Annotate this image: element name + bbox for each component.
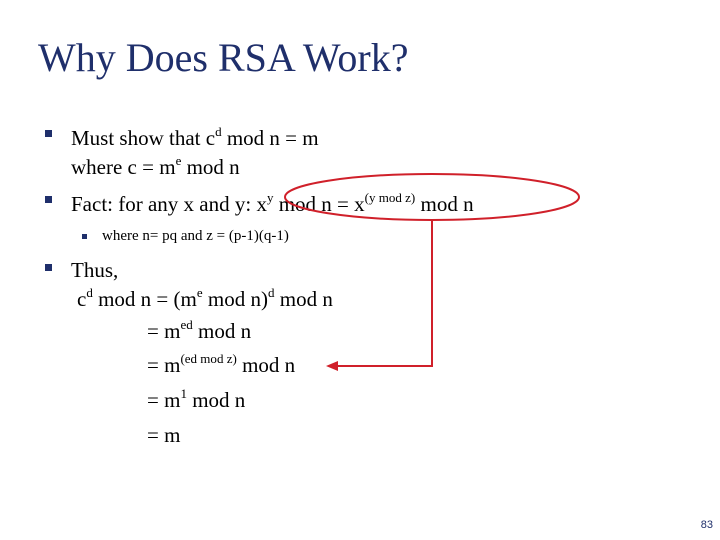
fact-line: Fact: for any x and y: $x^y$ mod $n = x^{(y mod z)}$ mod n bbox=[71, 190, 474, 216]
derivation-line-1: $c^d$ mod $n = (m^e$ mod n)$^d$ mod n bbox=[77, 285, 333, 311]
statement-line-2: where $c = m^e$ mod n bbox=[71, 153, 240, 179]
fact-condition-line: where n= pq and z = (p-1)(q-1) bbox=[102, 228, 289, 244]
bullet-square-icon bbox=[45, 196, 52, 203]
statement-line-1: Must show that $c^d$ mod n = m bbox=[71, 124, 319, 150]
derivation-line-4: = $m^1$ mod n bbox=[147, 386, 246, 412]
slide-title: Why Does RSA Work? bbox=[38, 35, 409, 80]
arrowhead-icon bbox=[326, 361, 338, 371]
connector-line bbox=[336, 220, 432, 366]
derivation-line-5: = m bbox=[147, 423, 181, 447]
derivation-line-2: = $m^{ed}$ mod n bbox=[147, 317, 252, 343]
page-number: 83 bbox=[700, 519, 713, 531]
bullet-square-icon bbox=[45, 264, 52, 271]
thus-line: Thus, bbox=[71, 258, 119, 282]
sub-bullet-square-icon bbox=[82, 234, 87, 239]
derivation-line-3: = $m^{(ed mod z)}$ mod n bbox=[147, 351, 296, 377]
bullet-square-icon bbox=[45, 130, 52, 137]
